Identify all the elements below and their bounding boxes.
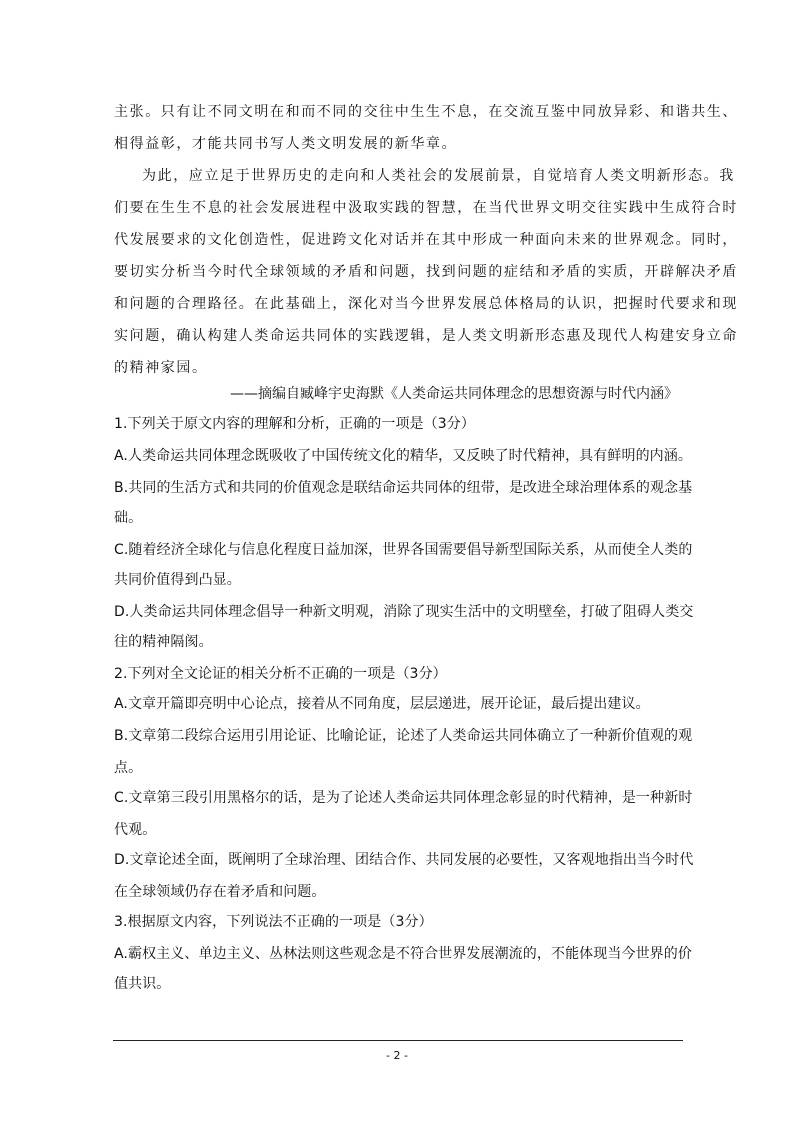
question-1-option-b: B.共同的生活方式和共同的价值观念是联结命运共同体的纽带，是改进全球治理体系的观念基 bbox=[114, 480, 693, 496]
question-1-option-c-cont: 共同价值得到凸显。 bbox=[114, 572, 241, 588]
passage-line: 相得益彰，才能共同书写人类文明发展的新华章。 bbox=[114, 136, 458, 152]
passage-line: 代发展要求的文化创造性，促进跨文化对话并在其中形成一种面向未来的世界观念。同时， bbox=[114, 232, 738, 248]
question-2-option-d-cont: 在全球领域仍存在着矛盾和问题。 bbox=[114, 884, 326, 900]
page-number: - 2 - bbox=[386, 1049, 408, 1062]
question-1-stem: 1.下列关于原文内容的理解和分析，正确的一项是（3分） bbox=[114, 416, 475, 432]
question-2-option-d: D.文章论述全面，既阐明了全球治理、团结合作、共同发展的必要性，又客观地指出当今时代 bbox=[114, 852, 694, 868]
question-1-option-d: D.人类命运共同体理念倡导一种新文明观，消除了现实生活中的文明壁垒，打破了阻碍人类交 bbox=[114, 604, 694, 620]
question-3-option-a-cont: 值共识。 bbox=[114, 976, 171, 992]
question-1-option-c: C.随着经济全球化与信息化程度日益加深，世界各国需要倡导新型国际关系，从而使全人类的 bbox=[114, 542, 693, 558]
passage-line: 要切实分析当今时代全球领域的矛盾和问题，找到问题的症结和矛盾的实质，开辟解决矛盾 bbox=[114, 264, 738, 280]
passage-line: 的精神家园。 bbox=[114, 360, 208, 376]
question-1-option-a: A.人类命运共同体理念既吸收了中国传统文化的精华，又反映了时代精神，具有鲜明的内涵。 bbox=[114, 448, 692, 464]
question-1-option-d-cont: 往的精神隔阂。 bbox=[114, 634, 213, 650]
question-2-option-a: A.文章开篇即亮明中心论点，接着从不同角度，层层递进，展开论证，最后提出建议。 bbox=[114, 696, 650, 712]
passage-line: 实问题，确认构建人类命运共同体的实践逻辑，是人类文明新形态惠及现代人构建安身立命 bbox=[114, 328, 738, 344]
question-2-option-b: B.文章第二段综合运用引用论证、比喻论证，论述了人类命运共同体确立了一种新价值观的观 bbox=[114, 728, 693, 744]
passage-line: 为此，应立足于世界历史的走向和人类社会的发展前景，自觉培育人类文明新形态。我 bbox=[142, 168, 735, 184]
question-3-stem: 3.根据原文内容，下列说法不正确的一项是（3分） bbox=[114, 914, 433, 930]
footer-divider bbox=[113, 1040, 683, 1041]
question-2-option-b-cont: 点。 bbox=[114, 760, 143, 776]
passage-line: 们要在生生不息的社会发展进程中汲取实践的智慧，在当代世界文明交往实践中生成符合时 bbox=[114, 200, 738, 216]
question-2-stem: 2.下列对全文论证的相关分析不正确的一项是（3分） bbox=[114, 666, 447, 682]
question-2-option-c-cont: 代观。 bbox=[114, 822, 157, 838]
passage-line: 和问题的合理路径。在此基础上，深化对当今世界发展总体格局的认识，把握时代要求和现 bbox=[114, 296, 738, 312]
passage-source: ——摘编自臧峰宇史海默《人类命运共同体理念的思想资源与时代内涵》 bbox=[230, 386, 678, 402]
passage-line: 主张。只有让不同文明在和而不同的交往中生生不息，在交流互鉴中同放异彩、和谐共生、 bbox=[114, 104, 738, 120]
question-2-option-c: C.文章第三段引用黑格尔的话，是为了论述人类命运共同体理念彰显的时代精神，是一种新时 bbox=[114, 790, 693, 806]
question-3-option-a: A.霸权主义、单边主义、丛林法则这些观念是不符合世界发展潮流的，不能体现当今世界的价 bbox=[114, 946, 692, 962]
question-1-option-b-cont: 础。 bbox=[114, 510, 143, 526]
